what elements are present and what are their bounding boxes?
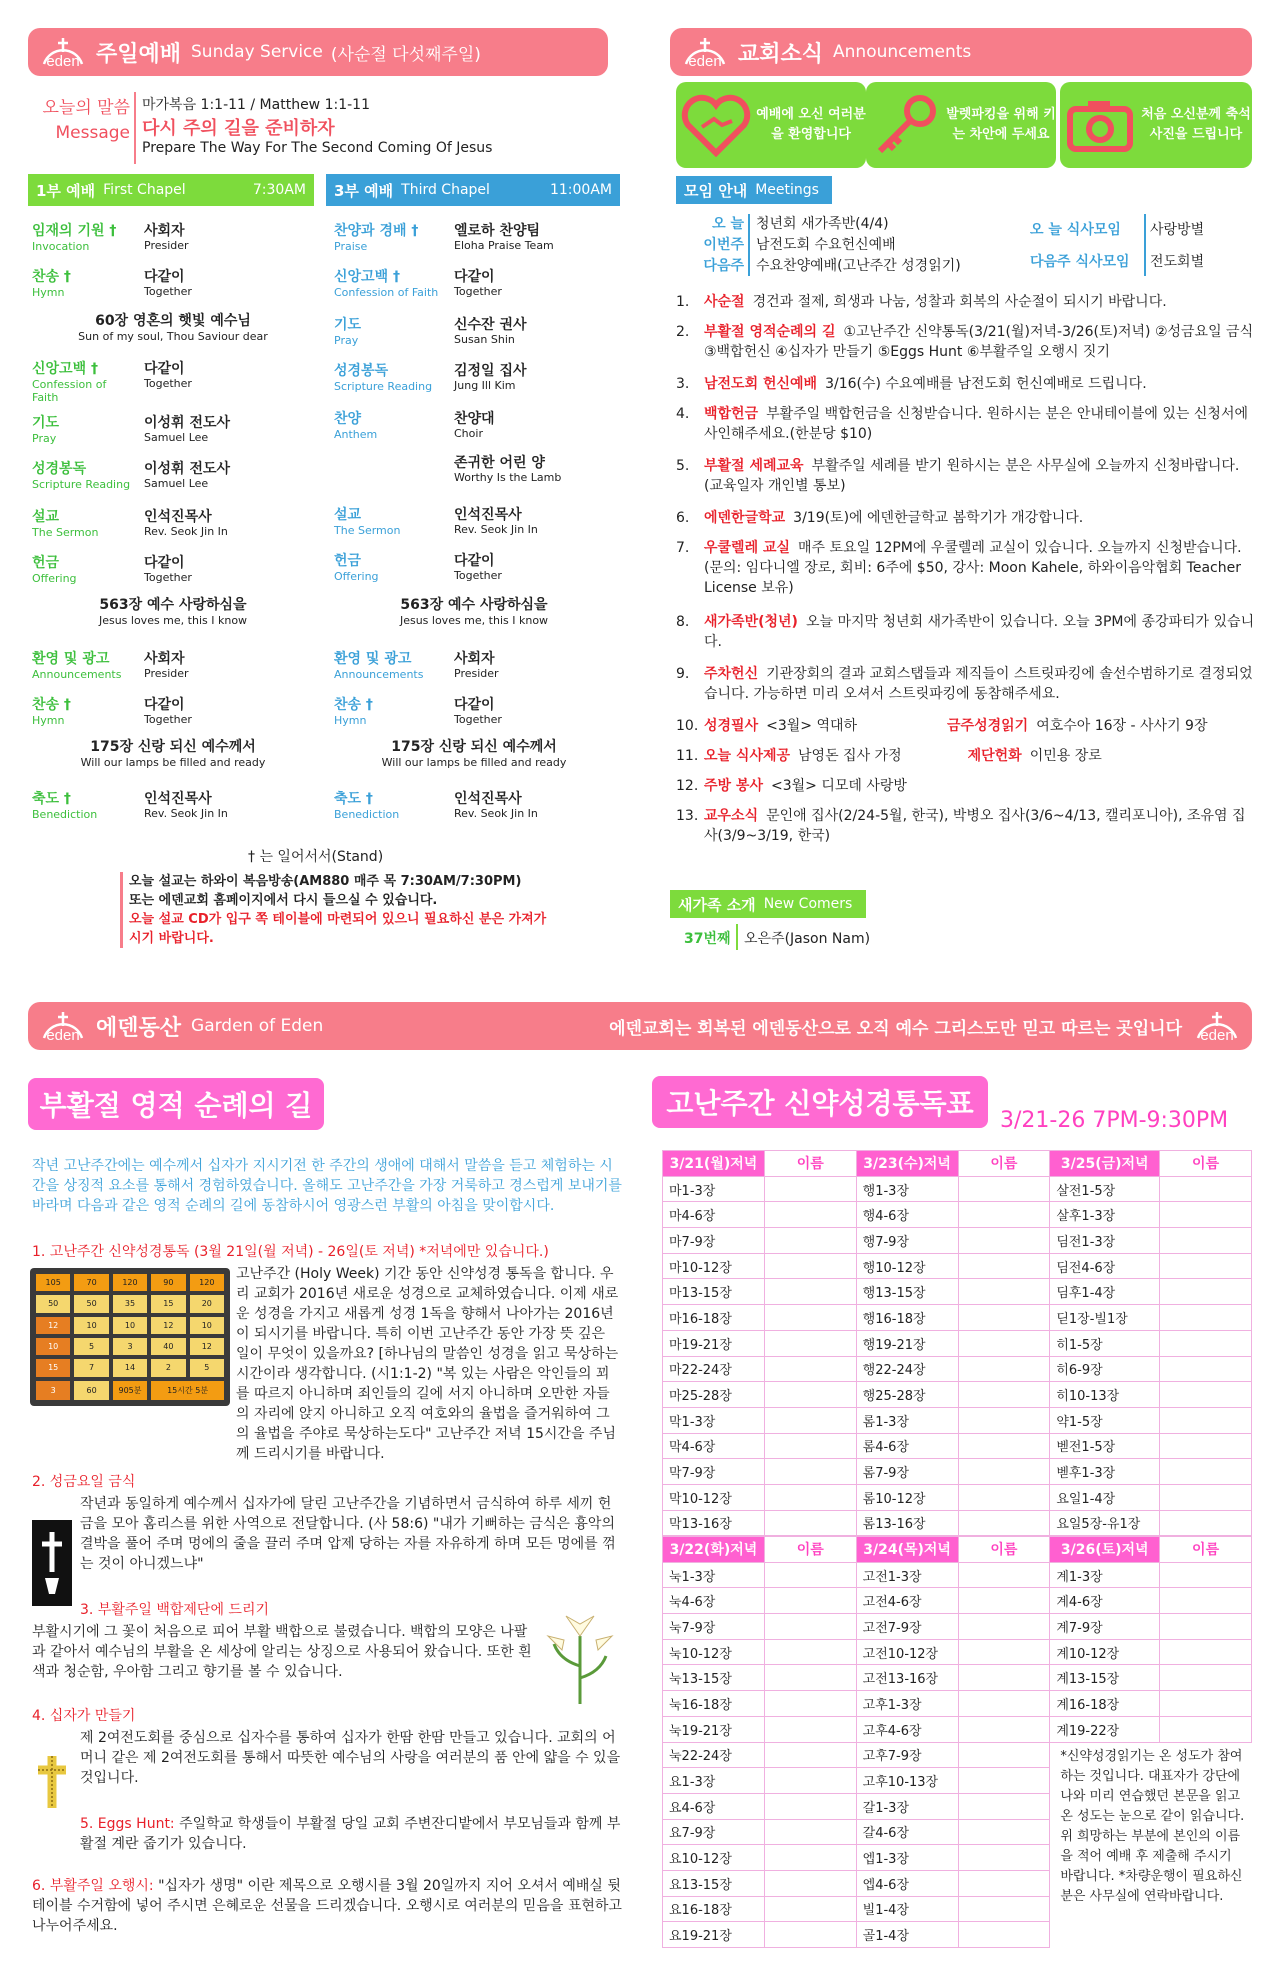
third-order-item: 헌금 Offering 다같이 Together <box>334 553 502 583</box>
announcement-item: 10. 성경필사 <3월> 역대하 금주성경읽기 여호수아 16장 - 사사기 9장 <box>676 718 1208 734</box>
table-row: 막4-6장 롬4-6장 벧전1-5장 <box>663 1433 1252 1459</box>
eden-title: 에덴동산 <box>96 1015 182 1041</box>
eden-motto: 에덴교회는 회복된 에덴동산으로 오직 예수 그리스도만 믿고 따르는 곳입니다 <box>609 1018 1182 1039</box>
table-row: 막10-12장 롬10-12장 요일1-4장 <box>663 1484 1252 1510</box>
first-hymn-3: 175장 신랑 되신 예수께서 Will our lamps be filled and ready <box>80 739 266 769</box>
first-order-item: 신앙고백 † Confession of Faith 다같이 Together <box>32 361 192 404</box>
reading-table-bottom: 3/22(화)저녁 이름 3/24(목)저녁 이름 3/26(토)저녁 이름 눅1-3장 고전1-3장 계1-3장 눅4-6장 고전4-6장 계4-6장 눅7-9장 고전7-9장 계7-9장 눅10-12장 고전10-12장 계10-12장 눅13-15장 고전13-16장 계13-15장 눅16-18장 고후1-3장 계16-18장 눅19-21장 고후4-6장 계19-22장 눅22-24장 고후7-9장 *신약성경읽기는 온 성도가 참여하는 것입니다. 대표자가 강단에 나와 미리 연습했던 본문을 읽고 온 성도는 눈으로 같이 읽습니다. 위 희망하는 부분에 본인의 이름을 적어 예배 후 제출해 주시기 바랍니다. *차량운행이 필요하신 분은 사무실에 연락바랍니다. 요1-3장 고후10-13장 요4-6장 갈1-3장 요7-9장 갈4-6장 요10-12장 엡1-3장 요13-15장 엡4-6장 요16-18장 빌1-4장 요19-21장 골1-4장 <box>662 1536 1252 1948</box>
eden-logo-icon <box>36 32 90 72</box>
s3-body: 부활시기에 그 꽃이 처음으로 피어 부활 백합으로 불렸습니다. 백합의 모양은 나팔과 같아서 예수님의 부활을 온 세상에 알리는 상징으로 사용되어 왔습니다. 또한 흰색과 청순함, 우아함 그리고 향기를 볼 수 있습니다. <box>32 1624 532 1680</box>
first-order-item: 찬송 † Hymn 다같이 Together <box>32 697 192 727</box>
table-row: 눅10-12장 고전10-12장 계10-12장 <box>663 1639 1252 1665</box>
table-row: 눅4-6장 고전4-6장 계4-6장 <box>663 1588 1252 1614</box>
announcement-item: 12. 주방 봉사 <3월> 디모데 사랑방 <box>676 778 907 794</box>
newcomers-bar: 새가족 소개 New Comers <box>670 890 866 918</box>
third-order-item: 설교 The Sermon 인석진목사 Rev. Seok Jin In <box>334 507 538 537</box>
heart-handshake-icon <box>676 93 756 157</box>
third-order-item: 기도 Pray 신수잔 권사 Susan Shin <box>334 317 527 347</box>
table-row: 막1-3장 롬1-3장 약1-5장 <box>663 1407 1252 1433</box>
third-hymn-2: 563장 예수 사랑하심을 Jesus loves me, this I know <box>399 597 549 627</box>
reading-title: 고난주간 신약성경통독표 <box>652 1076 988 1128</box>
s4-title: 4. 십자가 만들기 <box>32 1708 136 1724</box>
reading-time: 3/21-26 7PM-9:30PM <box>1000 1108 1229 1133</box>
sunday-subtitle: (사순절 다섯째주일) <box>330 44 481 65</box>
s1-title: 1. 고난주간 신약성경통독 (3월 21일(월 저녁) - 26일(토 저녁) *저녁에만 있습니다.) <box>32 1244 549 1260</box>
message-divider <box>134 92 136 164</box>
announcement-item: 1. 사순절 경건과 절제, 희생과 나눔, 성찰과 회복의 사순절이 되시기 바랍니다. <box>676 294 1167 310</box>
table-row: 마1-3장 행1-3장 살전1-5장 <box>663 1176 1252 1202</box>
table-row: 눅7-9장 고전7-9장 계7-9장 <box>663 1614 1252 1640</box>
easter-title: 부활절 영적 순례의 길 <box>28 1078 324 1130</box>
table-row: 마7-9장 행7-9장 딤전1-3장 <box>663 1228 1252 1254</box>
table-row: 마13-15장 행13-15장 딤후1-4장 <box>663 1279 1252 1305</box>
first-hymn-2: 563장 예수 사랑하심을 Jesus loves me, this I know <box>98 597 248 627</box>
announcement-item: 9. 주차헌신 기관장회의 결과 교회스탭들과 제직들이 스트릿파킹에 솔선수범하기로 결정되었습니다. 가능하면 미리 오셔서 스트릿파킹에 동참해주세요. <box>676 666 1253 702</box>
table-row: 마10-12장 행10-12장 딤전4-6장 <box>663 1253 1252 1279</box>
announcement-item: 6. 에덴한글학교 3/19(토)에 에덴한글학교 봄학기가 개강합니다. <box>676 510 1084 526</box>
table-row: 마25-28장 행25-28장 히10-13장 <box>663 1382 1252 1408</box>
svg-text:eden: eden <box>688 53 722 70</box>
eden-banner <box>28 1002 1252 1050</box>
first-order-item: 성경봉독 Scripture Reading 이성휘 전도사 Samuel Lee <box>32 461 231 491</box>
table-row: 막7-9장 롬7-9장 벧후1-3장 <box>663 1459 1252 1485</box>
third-order-item: 찬양과 경배 † Praise 엘로하 찬양팀 Eloha Praise Team <box>334 223 554 253</box>
broadcast-note: 오늘 설교는 하와이 복음방송(AM880 매주 목 7:30AM/7:30PM) 또는 에덴교회 홈페이지에서 다시 들으실 수 있습니다. 오늘 설교 CD가 입구 쪽 테이블에 마련되어 있으니 필요하신 분은 가져가시기 바랍니다. <box>120 872 550 948</box>
table-row: 요16-18장 빌1-4장 <box>663 1896 1252 1922</box>
announcement-item: 5. 부활절 세례교육 부활주일 세례를 받기 원하시는 분은 사무실에 오늘까지 신청바랍니다.(교육일자 개인별 통보) <box>676 458 1240 494</box>
table-row: 막13-16장 롬13-16장 요일5장-유1장 <box>663 1510 1252 1536</box>
announcement-item: 3. 남전도회 헌신예배 3/16(수) 수요예배를 남전도회 헌신예배로 드립니다. <box>676 376 1147 392</box>
table-row: 요10-12장 엡1-3장 <box>663 1845 1252 1871</box>
sunday-title-en: Sunday Service <box>191 42 323 62</box>
table-row: 눅16-18장 고후1-3장 계16-18장 <box>663 1691 1252 1717</box>
third-order-item: 축도 † Benediction 인석진목사 Rev. Seok Jin In <box>334 791 538 821</box>
s5: 5. Eggs Hunt: 주일학교 학생들이 부활절 당일 교회 주변잔디밭에서 부모님들과 함께 부활절 계란 줍기가 있습니다. <box>80 1816 621 1852</box>
meal-labels: 오 늘 식사모임 다음주 식사모임 <box>1030 222 1130 270</box>
announcements-banner <box>670 28 1252 76</box>
s6: 6. 부활주일 오행시: "십자가 생명" 이란 제목으로 오행시를 3월 20일까지 지어 오셔서 예배실 뒷테이블 수거함에 넣어 주시면 은혜로운 선물을 드리겠습니다. 오행시로 여러분의 믿음을 표현하고 나누어주세요. <box>32 1878 622 1934</box>
announcements-title: 교회소식 <box>738 41 824 67</box>
message-label: 오늘의 말씀 Message <box>42 98 130 143</box>
table-row: 마22-24장 행22-24장 히6-9장 <box>663 1356 1252 1382</box>
valet-tile: 발렛파킹을 위해 키는 차안에 두세요 <box>866 82 1056 168</box>
svg-text:eden: eden <box>46 1027 80 1044</box>
newcomer-divider <box>736 924 738 950</box>
cross-icon <box>32 1520 72 1606</box>
first-order-item: 임재의 기원 † Invocation 사회자 Presider <box>32 223 189 253</box>
table-row: 마4-6장 행4-6장 살후1-3장 <box>663 1202 1252 1228</box>
table-row: 요19-21장 골1-4장 <box>663 1922 1252 1948</box>
table-row: 요1-3장 고후10-13장 <box>663 1768 1252 1794</box>
announcement-item: 2. 부활절 영적순례의 길 ①고난주간 신약통독(3/21(월)저녁-3/26(토)저녁) ②성금요일 금식 ③백합헌신 ④십자가 만들기 ⑤Eggs Hunt ⑥부활주일 오행시 짓기 <box>676 324 1254 360</box>
s3-title: 3. 부활주일 백합제단에 드리기 <box>80 1602 269 1618</box>
table-row: 눅1-3장 고전1-3장 계1-3장 <box>663 1562 1252 1588</box>
s1-body: 고난주간 (Holy Week) 기간 동안 신약성경 통독을 합니다. 우리 교회가 2016년 새로운 성경으로 교체하였습니다. 이제 새로운 성경을 가지고 새롭게 성경 1독을 향해서 나아가는 2016년이 되시기를 바랍니다. 특히 이번 고난주간 동안 가장 뜻 깊은 일이 무엇이 있을까요? [하나님의 말씀인 성경을 읽고 묵상하는 시간이라 생각합니다. (시1:1-2) "복 있는 사람은 악인들의 꾀를 따르지 아니하며 죄인들의 길에 서지 아니하며 오만한 자들의 자리에 앉지 아니하고 오직 여호와의 율법을 즐거워하여 그의 율법을 주야로 묵상하는도다" 고난주간 저녁 15시간을 주님께 드리시기를 바랍니다. <box>236 1266 619 1462</box>
meeting-labels: 오 늘 이번주 다음주 <box>703 216 744 274</box>
s4-body: 제 2여전도회를 중심으로 십자수를 통하여 십자가 한땀 한땀 만들고 있습니다. 교회의 어머니 같은 제 2여전도회를 통해서 따뜻한 예수님의 사랑을 여러분의 품 안에 얇을 수 있을 것입니다. <box>80 1730 621 1786</box>
third-chapel-bar: 3부 예배 Third Chapel 11:00AM <box>326 174 620 206</box>
announcement-item: 7. 우쿨렐레 교실 매주 토요일 12PM에 우쿨렐레 교실이 있습니다. 오늘까지 신청받습니다. (문의: 임다니엘 장로, 회비: 6주에 $50, 강사: Moon Kahele, 하와이음악협회 Teacher License 보유) <box>676 540 1242 596</box>
reading-hours-grid: 105 70 120 90 120 50 50 35 15 20 12 10 10 12 10 10 5 3 40 12 15 7 14 2 5 3 60 905분 15시간 5분 <box>30 1268 230 1406</box>
first-order-item: 축도 † Benediction 인석진목사 Rev. Seok Jin In <box>32 791 228 821</box>
sermon-title: 다시 주의 길을 준비하자 <box>142 118 335 139</box>
newcomer-name: 오은주(Jason Nam) <box>744 931 871 947</box>
easter-intro: 작년 고난주간에는 예수께서 십자가 지시기전 한 주간의 생애에 대해서 말씀을 듣고 체험하는 시간을 상징적 요소를 통해서 경험하였습니다. 올해도 고난주간을 가장 거룩하고 경스럽게 보내기를 바라며 다음과 같은 영적 순례의 길에 동참하시어 영광스런 부활의 아침을 맞이합시다. <box>32 1158 622 1214</box>
eden-logo-icon <box>36 1006 90 1046</box>
announcement-item: 8. 새가족반(청년) 오늘 마지막 청년회 새가족반이 있습니다. 오늘 3PM에 종강파티가 있습니다. <box>676 614 1255 650</box>
meal-divider <box>1144 214 1146 276</box>
first-order-item: 기도 Pray 이성휘 전도사 Samuel Lee <box>32 415 231 445</box>
table-row: 요4-6장 갈1-3장 <box>663 1793 1252 1819</box>
first-chapel-bar: 1부 예배 First Chapel 7:30AM <box>28 174 314 206</box>
third-order-item: 신앙고백 † Confession of Faith 다같이 Together <box>334 269 502 299</box>
meeting-divider <box>748 214 750 276</box>
reading-note: *신약성경읽기는 온 성도가 참여하는 것입니다. 대표자가 강단에 나와 미리 연습했던 본문을 읽고 온 성도는 눈으로 같이 읽습니다. 위 희망하는 부분에 본인의 이름을 적어 예배 후 제출해 주시기 바랍니다. *차량운행이 필요하신 분은 사무실에 연락바랍니다. <box>1060 1748 1245 1904</box>
scripture: 마가복음 1:1-11 / Matthew 1:1-11 <box>142 97 370 113</box>
announcement-item: 4. 백합헌금 부활주일 백합헌금을 신청받습니다. 원하시는 분은 안내테이블에 있는 신청서에 사인해주세요.(한분당 $10) <box>676 406 1249 442</box>
announcements-title-en: Announcements <box>833 42 972 62</box>
s2-body: 작년과 동일하게 예수께서 십자가에 달린 고난주간을 기념하면서 금식하여 하루 세끼 헌금을 모아 홈리스를 위한 사역으로 전달합니다. (사 58:6) "내가 기뻐하는 금식은 흉악의 결박을 풀어 주며 멍에의 줄을 끌러 주며 압제 당하는 자를 자유하게 하며 모든 멍에를 꺾는 것이 아니겠느냐" <box>80 1496 616 1572</box>
table-row: 요7-9장 갈4-6장 <box>663 1819 1252 1845</box>
stand-note: † 는 일어서서(Stand) <box>248 849 384 865</box>
table-row: 마19-21장 행19-21장 히1-5장 <box>663 1330 1252 1356</box>
lily-icon <box>540 1606 620 1706</box>
newcomer-number: 37번째 <box>684 931 731 947</box>
first-order-item: 헌금 Offering 다같이 Together <box>32 555 192 585</box>
reading-table-top: 3/21(월)저녁 이름 3/23(수)저녁 이름 3/25(금)저녁 이름 마1-3장 행1-3장 살전1-5장 마4-6장 행4-6장 살후1-3장 마7-9장 행7-9장 딤전1-3장 마10-12장 행10-12장 딤전4-6장 마13-15장 행13-15장 딤후1-4장 마16-18장 행16-18장 딛1장-빌1장 마19-21장 행19-21장 히1-5장 마22-24장 행22-24장 히6-9장 마25-28장 행25-28장 히10-13장 막1-3장 롬1-3장 약1-5장 막4-6장 롬4-6장 벧전1-5장 막7-9장 롬7-9장 벧후1-3장 막10-12장 롬10-12장 요일1-4장 막13-16장 롬13-16장 요일5장-유1장 <box>662 1150 1252 1536</box>
table-row: 요13-15장 엡4-6장 <box>663 1870 1252 1896</box>
meal-values: 사랑방별 전도회별 <box>1150 222 1205 270</box>
s2-title: 2. 성금요일 금식 <box>32 1474 136 1490</box>
third-order-item: 찬양 Anthem 찬양대 Choir <box>334 411 495 441</box>
first-order-item: 찬송 † Hymn 다같이 Together <box>32 269 192 299</box>
eden-title-en: Garden of Eden <box>191 1016 324 1036</box>
announcement-item: 13. 교우소식 문인애 집사(2/24-5월, 한국), 박병오 집사(3/6~4/13, 캘리포니아), 조유염 집사(3/9~3/19, 한국) <box>676 808 1246 844</box>
table-row: 마16-18장 행16-18장 딛1장-빌1장 <box>663 1305 1252 1331</box>
table-row: 눅22-24장 고후7-9장 *신약성경읽기는 온 성도가 참여하는 것입니다. 대표자가 강단에 나와 미리 연습했던 본문을 읽고 온 성도는 눈으로 같이 읽습니다. 위 희망하는 부분에 본인의 이름을 적어 예배 후 제출해 주시기 바랍니다. *차량운행이 필요하신 분은 사무실에 연락바랍니다. <box>663 1742 1252 1768</box>
eden-logo-icon <box>678 32 732 72</box>
announcement-item: 11. 오늘 식사제공 남영돈 집사 가정 제단헌화 이민용 장로 <box>676 748 1102 764</box>
photo-tile: 처음 오신분께 축석사진을 드립니다 <box>1060 82 1252 168</box>
svg-text:eden: eden <box>46 53 80 70</box>
sermon-title-en: Prepare The Way For The Second Coming Of Jesus <box>142 140 493 156</box>
third-order-item: 환영 및 광고 Announcements 사회자 Presider <box>334 651 499 681</box>
sunday-title: 주일예배 <box>96 41 182 67</box>
meetings-bar: 모임 안내 Meetings <box>676 176 832 204</box>
third-order-item: 성경봉독 Scripture Reading 김정일 집사 Jung Ill Kim <box>334 363 527 393</box>
stitched-cross-icon <box>32 1752 72 1812</box>
first-order-item: 설교 The Sermon 인석진목사 Rev. Seok Jin In <box>32 509 228 539</box>
key-icon <box>866 93 946 157</box>
welcome-tile: 예배에 오신 여러분을 환영합니다 <box>676 82 866 168</box>
third-hymn-3: 175장 신랑 되신 예수께서 Will our lamps be filled and ready <box>381 739 567 769</box>
svg-text:eden: eden <box>1200 1027 1234 1044</box>
camera-icon <box>1060 93 1140 157</box>
first-hymn-1: 60장 영혼의 햇빛 예수님 Sun of my soul, Thou Saviour dear <box>78 313 268 343</box>
table-row: 눅19-21장 고후4-6장 계19-22장 <box>663 1716 1252 1742</box>
first-order-item: 환영 및 광고 Announcements 사회자 Presider <box>32 651 189 681</box>
third-order-item: 찬송 † Hymn 다같이 Together <box>334 697 502 727</box>
eden-logo-icon <box>1190 1006 1244 1046</box>
table-row: 눅13-15장 고전13-16장 계13-15장 <box>663 1665 1252 1691</box>
meeting-values: 청년회 새가족반(4/4) 남전도회 수요헌신예배 수요찬양예배(고난주간 성경읽기) <box>756 216 961 274</box>
sunday-banner <box>28 28 608 76</box>
